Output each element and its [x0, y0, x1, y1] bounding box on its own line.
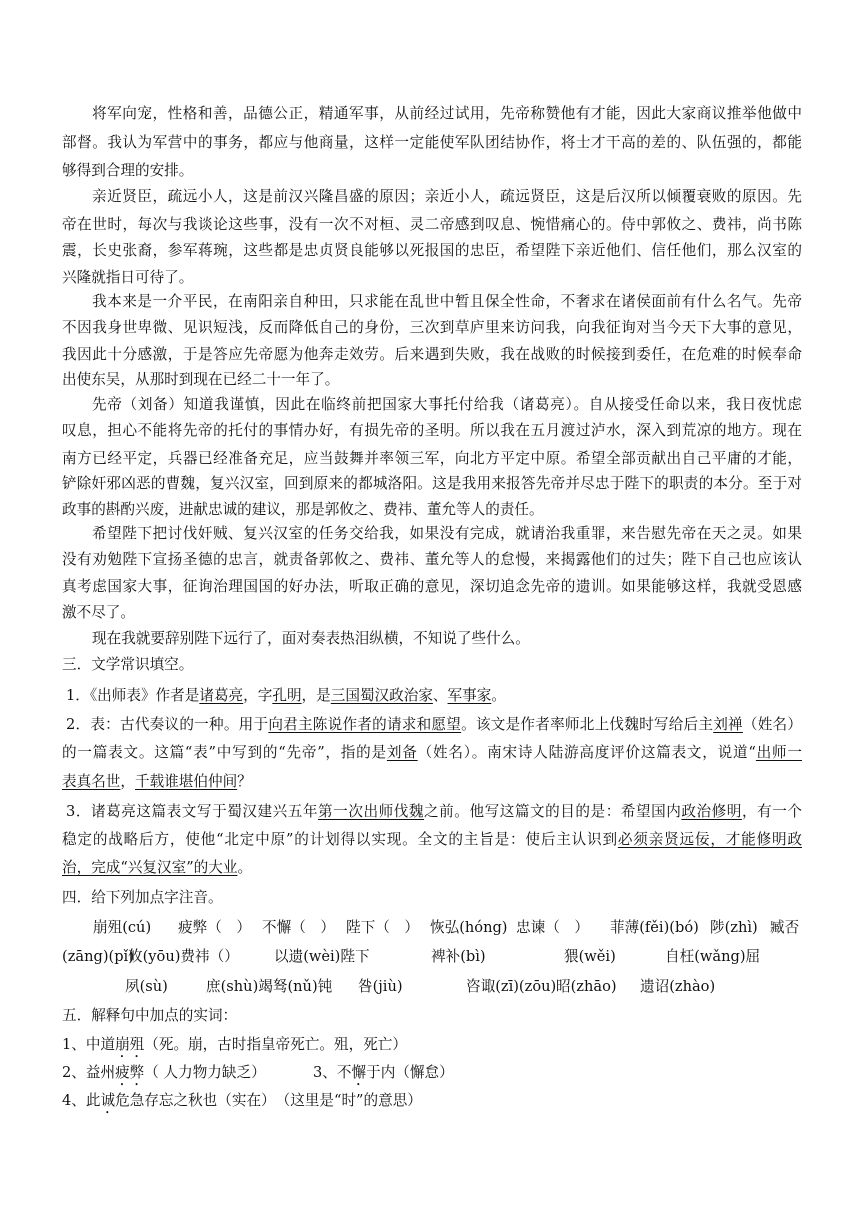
section5-item1: 1、中道崩殂（死。崩，古时指皇帝死亡。殂，死亡）	[62, 1036, 407, 1053]
section3-q2-line1: 2．表：古代奏议的一种。用于向君主陈说作者的请求和愿望。该文是作者率师北上伐魏时写给后主刘禅（姓名）	[66, 716, 802, 733]
para4-line2: 叹息，担心不能将先帝的托付的事情办好，有损先帝的圣明。所以我在五月渡过泸水，深入到荒凉的地方。现在	[62, 422, 802, 439]
para5-line2: 没有劝勉陛下宣扬圣德的忠言，就责备郭攸之、费祎、董允等人的怠慢，来揭露他们的过失；陛下自己也应该认	[62, 551, 802, 568]
para5-line4: 激不尽了。	[62, 604, 135, 621]
para5-line1: 希望陛下把讨伐奸贼、复兴汉室的任务交给我，如果没有完成，就请治我重罪，来告慰先帝在天之灵。如果	[92, 525, 802, 542]
pinyin-item: 菲薄(fěi)(bó)	[610, 919, 699, 936]
para3-line2: 不因我身世卑微、见识短浅，反而降低自己的身份，三次到草庐里来访问我，向我征询对当今天下大事的意见，	[62, 319, 802, 336]
para3-line1: 我本来是一介平民，在南阳亲自种田，只求能在乱世中暂且保全性命，不奢求在诸侯面前有什么名气。先帝	[92, 293, 802, 310]
pinyin-item: 陛下（ ）	[346, 919, 419, 936]
pinyin-item: (zāng)(pǐ)	[62, 948, 134, 965]
section5-item3: 3、不懈于内（懈怠）	[313, 1064, 454, 1081]
pinyin-item: 臧否	[770, 919, 800, 936]
para1-line2: 部督。我认为军营中的事务，都应与他商量，这样一定能使军队团结协作，将士才干高的差的、队伍强的，都能	[62, 134, 802, 151]
pinyin-item: 昭(zhāo)	[556, 978, 617, 995]
para6-line1: 现在我就要辞别陛下远行了，面对奏表热泪纵横，不知说了些什么。	[92, 630, 530, 647]
section5-item2: 2、益州疲弊（ 人力物力缺乏）	[62, 1064, 266, 1081]
para1-line3: 够得到合理的安排。	[62, 162, 194, 179]
para2-line3: 震，长史张裔，参军蒋琬，这些都是忠贞贤良能够以死报国的忠臣，希望陛下亲近他们、信任他们，那么汉室的	[62, 242, 802, 259]
para1-line1: 将军向宠，性格和善，品德公正，精通军事，从前经过试用，先帝称赞他有才能，因此大家商议推举他做中	[92, 105, 802, 122]
section5-heading: 五．解释句中加点的实词：	[62, 1007, 238, 1024]
pinyin-item: 自枉(wǎng)屈	[665, 948, 761, 965]
para3-line3: 我因此十分感激，于是答应先帝愿为他奔走效劳。后来遇到失败，我在战败的时候接到委任，在危难的时候奉命	[62, 346, 802, 363]
para4-line4: 铲除奸邪凶恶的曹魏，复兴汉室，回到原来的都城洛阳。这是我用来报答先帝并尽忠于陛下的职责的本分。至于对	[62, 475, 802, 492]
pinyin-item: 咨诹(zī)(zōu)	[466, 978, 557, 995]
para4-line5: 政事的斟酌兴废，进献忠诚的建议，那是郭攸之、费祎、董允等人的责任。	[62, 501, 544, 518]
pinyin-item: 攸(yōu)费祎（）	[128, 948, 239, 965]
pinyin-item: 裨补(bì)	[431, 948, 486, 965]
pinyin-item: 猥(wěi)	[564, 948, 616, 965]
pinyin-item: 恢弘(hóng)	[430, 919, 508, 936]
pinyin-item: 忠谏（ ）	[516, 919, 589, 936]
para5-line3: 真考虑国家大事，征询治理国国的好办法，听取正确的意见，深切追念先帝的遗训。如果能够这样，我就受恩感	[62, 578, 802, 595]
pinyin-item: 咎(jiù)	[358, 978, 403, 995]
section3-q2-line3: 表真名世，千载谁堪伯仲间？	[62, 773, 252, 790]
section3-q3-line1: 3．诸葛亮这篇表文写于蜀汉建兴五年第一次出师伐魏之前。他写这篇文的目的是：希望国内政治修明，有一个	[66, 803, 802, 820]
pinyin-item: 庶(shù)竭驽(nǔ)钝	[206, 978, 333, 995]
para2-line4: 兴隆就指日可待了。	[62, 269, 194, 286]
para3-line4: 出使东吴，从那时到现在已经二十一年了。	[62, 371, 340, 388]
pinyin-item: 夙(sù)	[125, 978, 168, 995]
section3-q1: 1．《出师表》作者是诸葛亮，字孔明，是三国蜀汉政治家、军事家。	[66, 687, 506, 704]
section3-q2-line2: 的一篇表文。这篇“表”中写到的“先帝”，指的是刘备（姓名）。南宋诗人陆游高度评价这篇表文，说道“出师一	[62, 744, 802, 761]
section5-item4: 4、此诚危急存忘之秋也（实在） （这里是“时”的意思）	[62, 1092, 422, 1109]
para2-line1: 亲近贤臣，疏远小人，这是前汉兴隆昌盛的原因；亲近小人，疏远贤臣，这是后汉所以倾覆衰败的原因。先	[92, 188, 802, 205]
section3-q3-line3: 治，完成“兴复汉室”的大业。	[62, 859, 253, 876]
pinyin-item: 疲弊（ ）	[178, 919, 251, 936]
para2-line2: 帝在世时，每次与我谈论这些事，没有一次不对桓、灵二帝感到叹息、惋惜痛心的。侍中郭攸之、费祎，尚书陈	[62, 216, 802, 233]
section4-heading: 四．给下列加点字注音。	[62, 889, 223, 906]
pinyin-item: 以遗(wèi)陛下	[274, 948, 370, 965]
pinyin-item: 崩殂(cú)	[93, 919, 152, 936]
section3-heading: 三．文学常识填空。	[62, 656, 194, 673]
section3-q3-line2: 稳定的战略后方，使他“北定中原”的计划得以实现。全文的主旨是：使后主认识到必须亲贤远佞，才能修明政	[62, 831, 802, 848]
pinyin-item: 不懈（ ）	[262, 919, 335, 936]
pinyin-item: 遗诏(zhào)	[640, 978, 716, 995]
pinyin-item: 陟(zhì)	[710, 919, 758, 936]
para4-line3: 南方已经平定，兵器已经准备充足，应当鼓舞并率领三军，向北方平定中原。希望全部贡献出自己平庸的才能，	[62, 450, 802, 467]
para4-line1: 先帝（刘备）知道我谨慎，因此在临终前把国家大事托付给我（诸葛亮）。自从接受任命以来，我日夜忧虑	[92, 396, 802, 413]
